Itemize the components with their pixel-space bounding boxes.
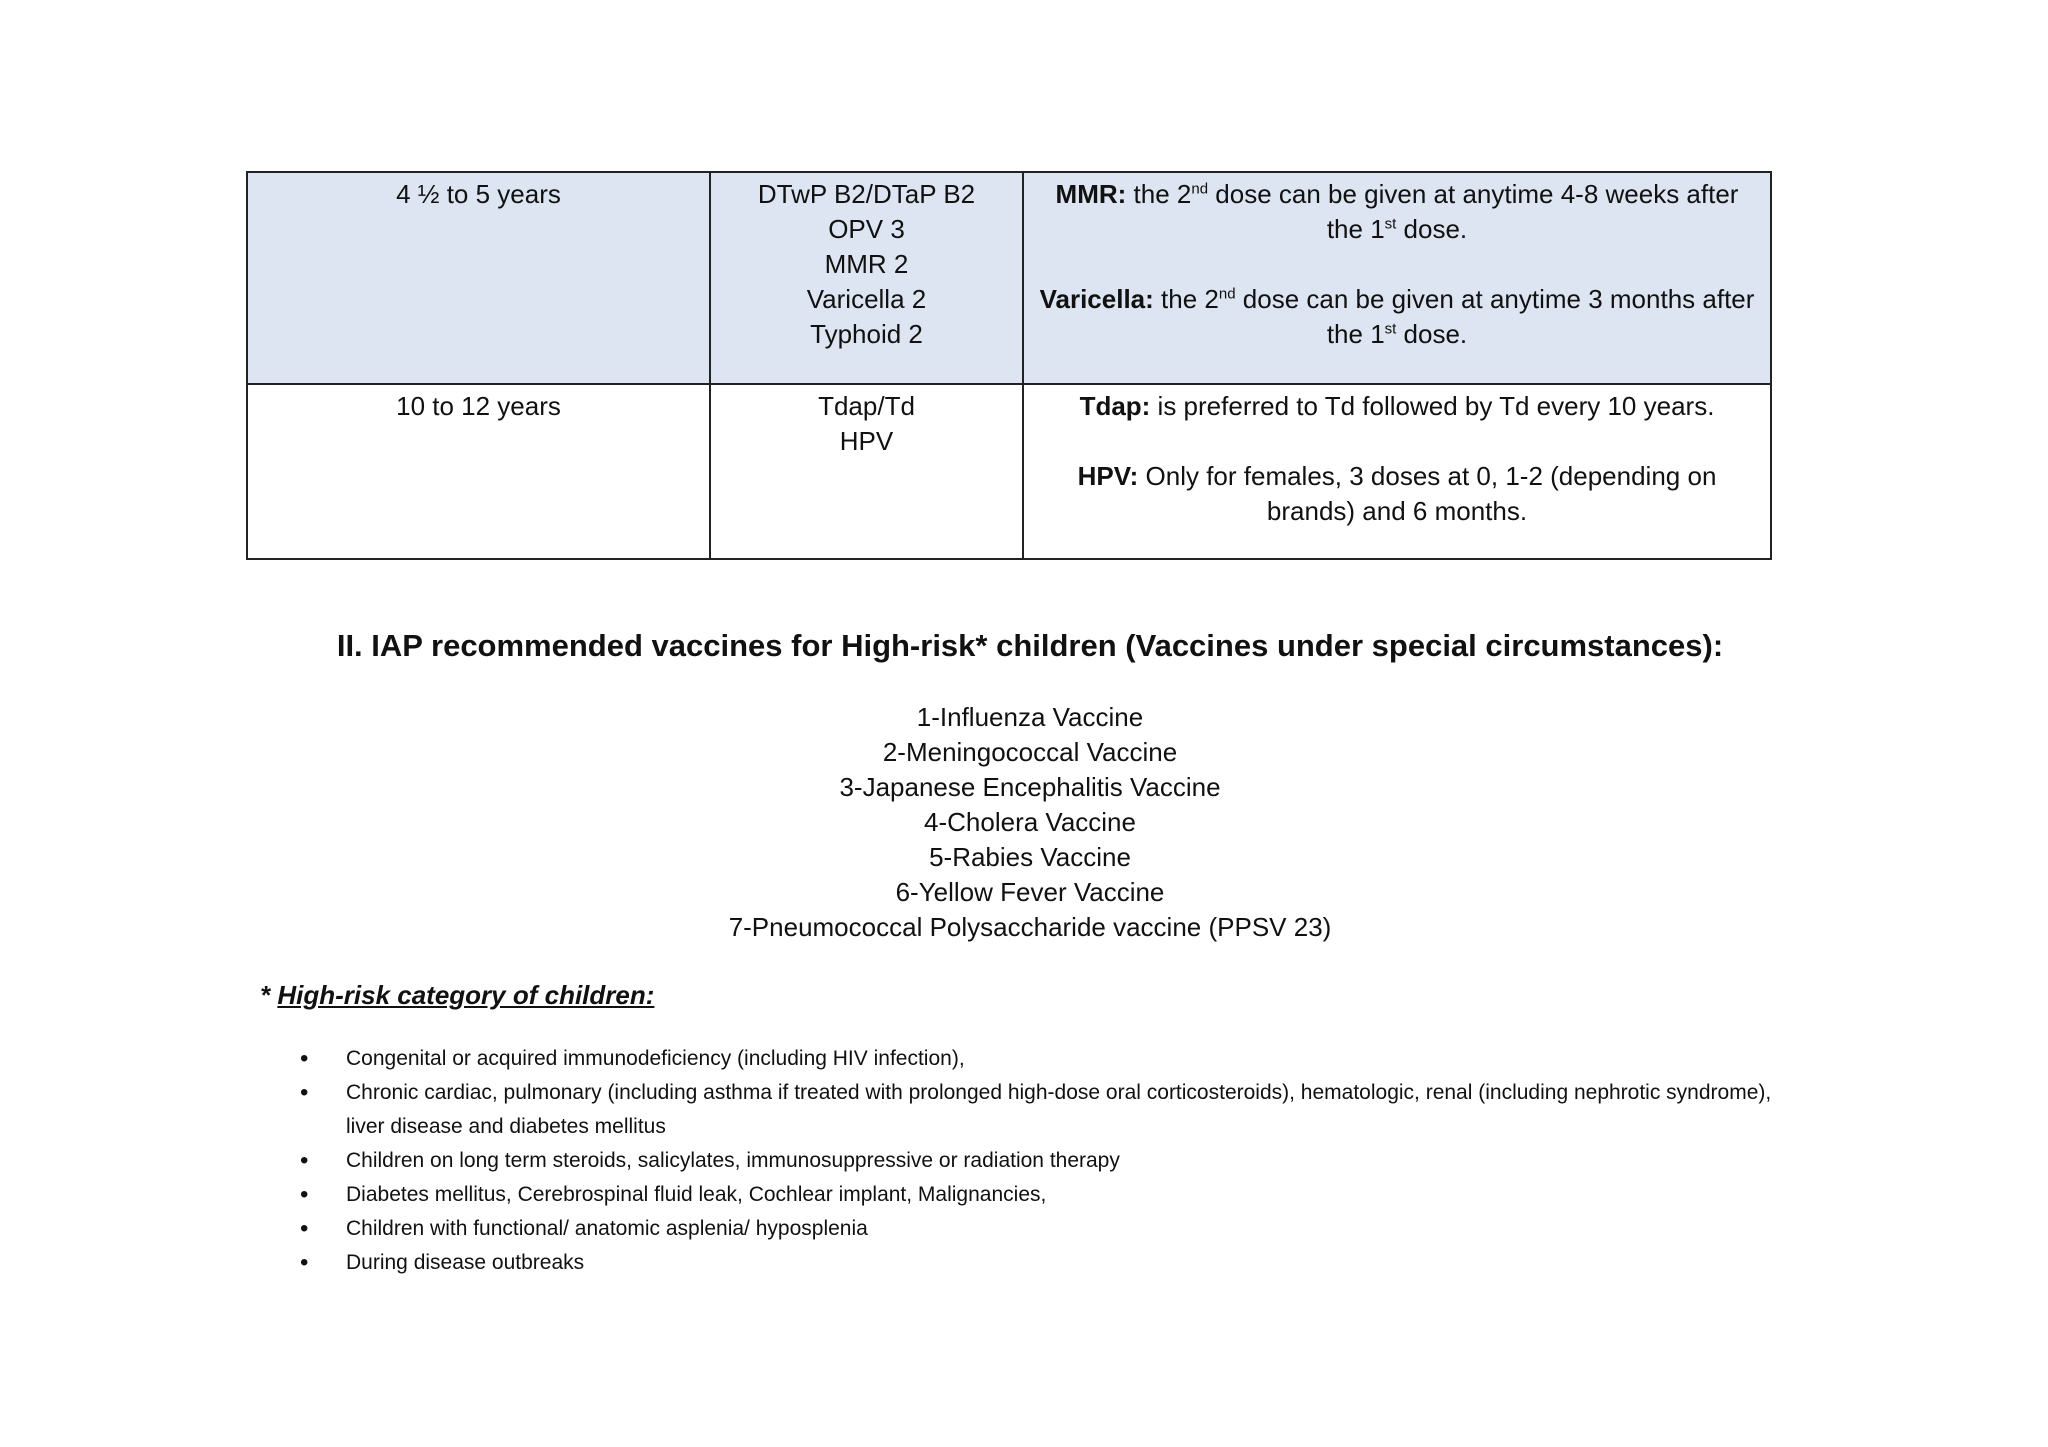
note-text: dose. (1396, 214, 1468, 244)
list-item (300, 1042, 1780, 1076)
note-label: HPV: (1077, 461, 1139, 491)
vaccines-cell (710, 384, 1023, 559)
high-risk-heading (260, 980, 654, 1011)
list-item (300, 1076, 1780, 1144)
high-risk-heading-text: High-risk category of children: (277, 980, 655, 1010)
special-vaccine-list (246, 700, 1814, 945)
note-text: is preferred to Td followed by Td every 10 years. (1150, 391, 1715, 421)
age-cell (247, 172, 710, 384)
bullet-icon: • (300, 1147, 309, 1174)
spacer (1038, 247, 1756, 282)
note-hpv (1038, 459, 1756, 529)
vaccine-item: HPV (839, 426, 894, 456)
list-item: 6-Yellow Fever Vaccine (895, 877, 1165, 907)
list-item (300, 1212, 1780, 1246)
list-item: 2-Meningococcal Vaccine (882, 737, 1178, 767)
age-label: 10 to 12 years (396, 391, 561, 421)
vaccines-cell (710, 172, 1023, 384)
section-heading: II. IAP recommended vaccines for High-risk* children (Vaccines under special circumstances): (336, 628, 1724, 663)
list-item-text: During disease outbreaks (346, 1251, 585, 1274)
list-item-text: Children with functional/ anatomic asplenia/ hyposplenia (346, 1217, 868, 1240)
age-cell (247, 384, 710, 559)
bullet-icon: • (300, 1079, 309, 1106)
note-mmr (1038, 177, 1756, 247)
age-label: 4 ½ to 5 years (396, 179, 561, 209)
list-item: 7-Pneumococcal Polysaccharide vaccine (PPSV 23) (728, 912, 1332, 942)
table-row (247, 384, 1771, 559)
vaccine-item: MMR 2 (824, 249, 909, 279)
ordinal-suffix: st (1384, 320, 1397, 338)
bullet-icon: • (300, 1249, 309, 1276)
notes-cell (1023, 384, 1771, 559)
note-text: the 2 (1153, 284, 1219, 314)
note-text: Only for females, 3 doses at 0, 1-2 (depending on brands) and 6 months. (1138, 461, 1717, 526)
note-text: dose can be given at anytime 3 months after the 1 (1235, 284, 1755, 349)
list-item (300, 1144, 1780, 1178)
vaccine-item: Typhoid 2 (810, 319, 923, 349)
list-item: 1-Influenza Vaccine (916, 702, 1144, 732)
vaccine-schedule-table (246, 171, 1772, 560)
note-label: MMR: (1055, 179, 1127, 209)
note-label: Tdap: (1079, 391, 1151, 421)
vaccine-item: Varicella 2 (806, 284, 927, 314)
ordinal-suffix: nd (1218, 285, 1236, 303)
list-item: 5-Rabies Vaccine (929, 842, 1131, 872)
list-item-text: Congenital or acquired immunodeficiency (including HIV infection), (346, 1047, 965, 1070)
list-item: 4-Cholera Vaccine (924, 807, 1136, 837)
list-item (300, 1178, 1780, 1212)
vaccine-item: Tdap/Td (818, 391, 915, 421)
bullet-icon: • (300, 1215, 309, 1242)
list-item-text: Children on long term steroids, salicylates, immunosuppressive or radiation therapy (346, 1149, 1120, 1172)
note-text: dose. (1396, 319, 1468, 349)
spacer (1038, 424, 1756, 459)
table-row (247, 172, 1771, 384)
ordinal-suffix: nd (1191, 180, 1209, 198)
asterisk: * (260, 980, 278, 1010)
list-item-text: Chronic cardiac, pulmonary (including asthma if treated with prolonged high-dose oral corticosteroids), hematologic, renal (including nephrotic syndrome), liver disease and diabetes mellitus (346, 1081, 1772, 1138)
notes-cell (1023, 172, 1771, 384)
note-text: dose can be given at anytime 4-8 weeks after the 1 (1208, 179, 1739, 244)
note-tdap (1038, 389, 1756, 424)
vaccine-item: OPV 3 (828, 214, 905, 244)
note-text: the 2 (1126, 179, 1192, 209)
note-label: Varicella: (1039, 284, 1154, 314)
list-item (300, 1246, 1780, 1280)
vaccine-item: DTwP B2/DTaP B2 (757, 179, 976, 209)
ordinal-suffix: st (1384, 215, 1397, 233)
bullet-icon: • (300, 1181, 309, 1208)
list-item-text: Diabetes mellitus, Cerebrospinal fluid leak, Cochlear implant, Malignancies, (346, 1183, 1047, 1206)
list-item: 3-Japanese Encephalitis Vaccine (839, 772, 1221, 802)
note-varicella (1038, 282, 1756, 352)
high-risk-list (300, 1042, 1780, 1280)
bullet-icon: • (300, 1045, 309, 1072)
